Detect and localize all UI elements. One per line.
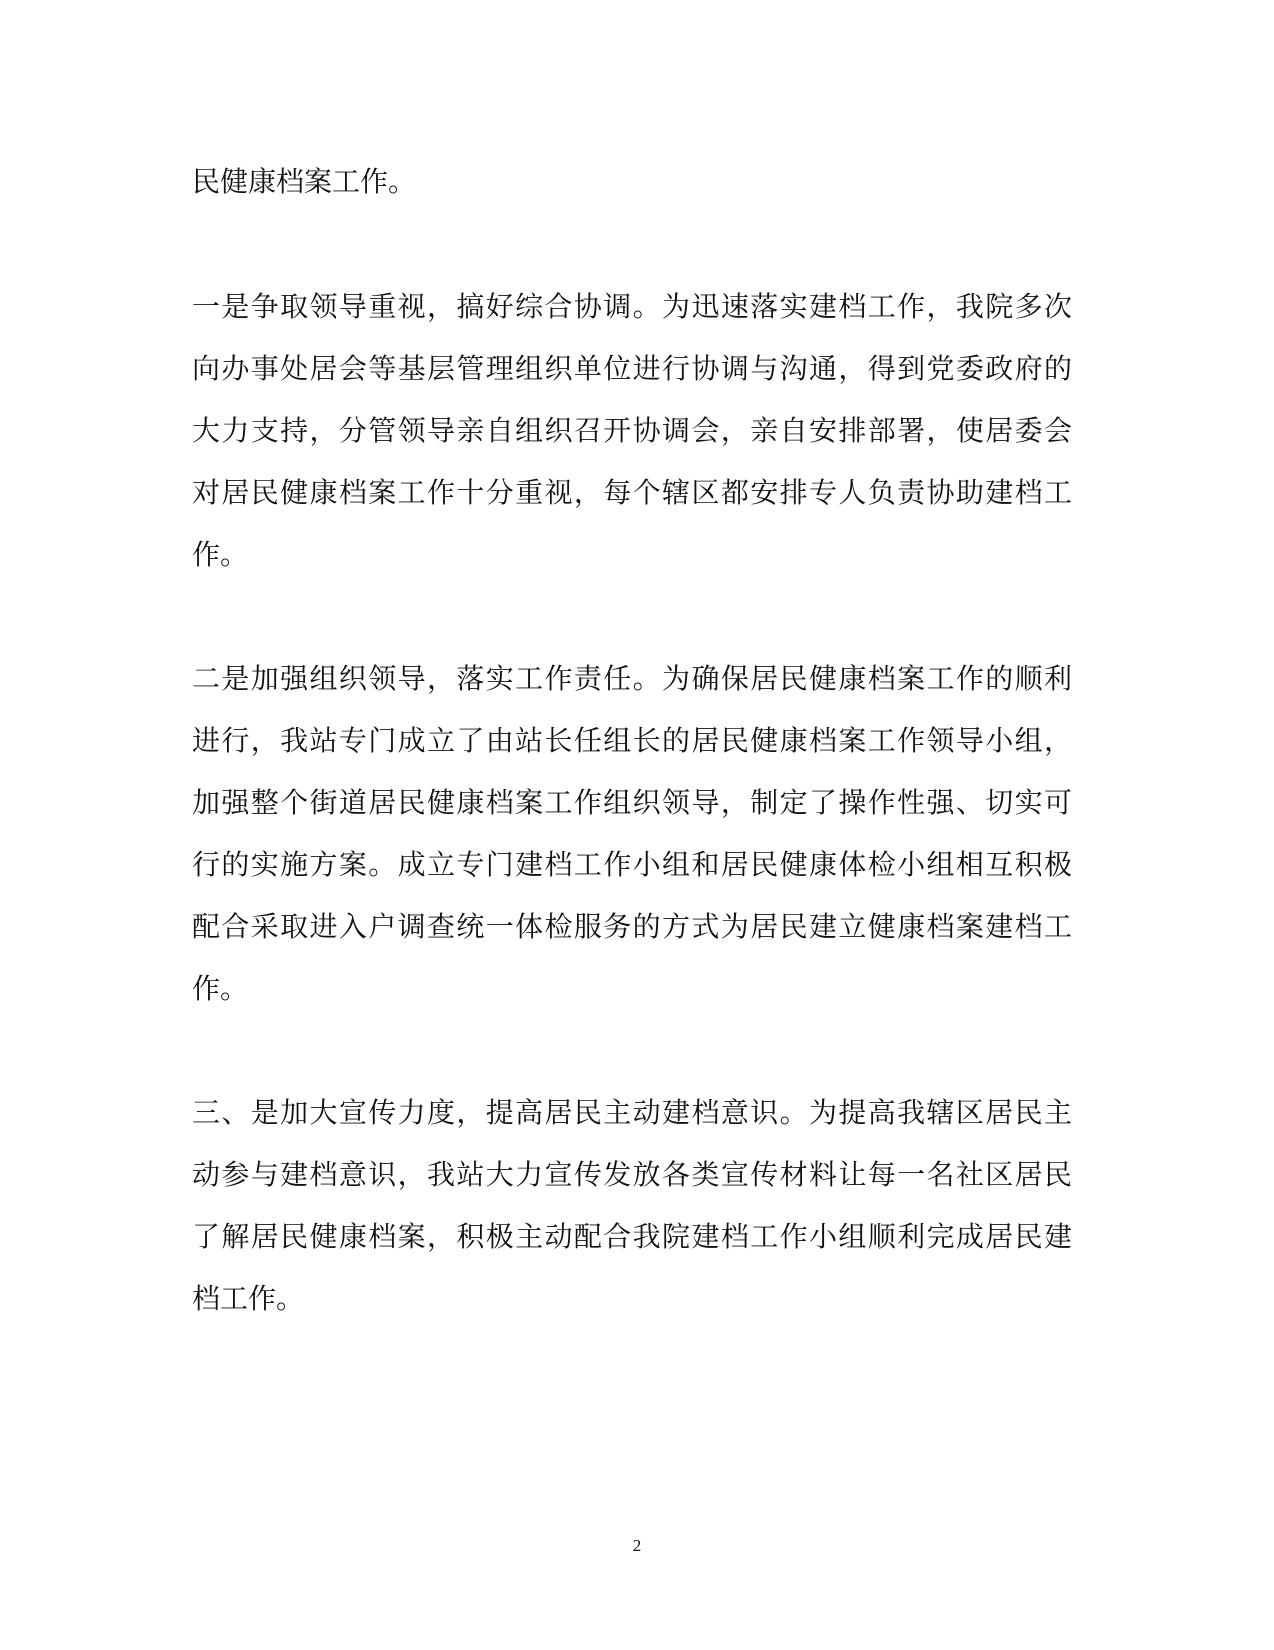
paragraph-3-line-1: 三、是加大宣传力度，提高居民主动建档意识。为提高我辖区居民主 (192, 1096, 1072, 1129)
paragraph-2-line-4: 行的实施方案。成立专门建档工作小组和居民健康体检小组相互积极 (192, 848, 1072, 881)
paragraph-3-line-3: 了解居民健康档案，积极主动配合我院建档工作小组顺利完成居民建 (192, 1220, 1072, 1253)
paragraph-1-line-3: 大力支持，分管领导亲自组织召开协调会，亲自安排部署，使居委会 (192, 414, 1072, 447)
paragraph-1-line-1: 一是争取领导重视，搞好综合协调。为迅速落实建档工作，我院多次 (192, 290, 1072, 323)
page-number: 2 (632, 1536, 642, 1555)
paragraph-1-line-5: 作。 (192, 538, 249, 571)
paragraph-2-line-1: 二是加强组织领导，落实工作责任。为确保居民健康档案工作的顺利 (192, 662, 1072, 695)
paragraph-2-line-2: 进行，我站专门成立了由站长任组长的居民健康档案工作领导小组， (192, 724, 1072, 757)
paragraph-1-line-2: 向办事处居会等基层管理组织单位进行协调与沟通，得到党委政府的 (192, 352, 1072, 385)
paragraph-2-line-6: 作。 (192, 972, 249, 1005)
paragraph-2-line-3: 加强整个街道居民健康档案工作组织领导，制定了操作性强、切实可 (192, 786, 1072, 819)
paragraph-1-line-4: 对居民健康档案工作十分重视，每个辖区都安排专人负责协助建档工 (192, 476, 1072, 509)
paragraph-2-line-5: 配合采取进入户调查统一体检服务的方式为居民建立健康档案建档工 (192, 910, 1072, 943)
paragraph-3-line-2: 动参与建档意识，我站大力宣传发放各类宣传材料让每一名社区居民 (192, 1158, 1072, 1191)
paragraph-3-line-4: 档工作。 (192, 1282, 305, 1315)
paragraph-continuation-line-1: 民健康档案工作。 (192, 165, 417, 198)
